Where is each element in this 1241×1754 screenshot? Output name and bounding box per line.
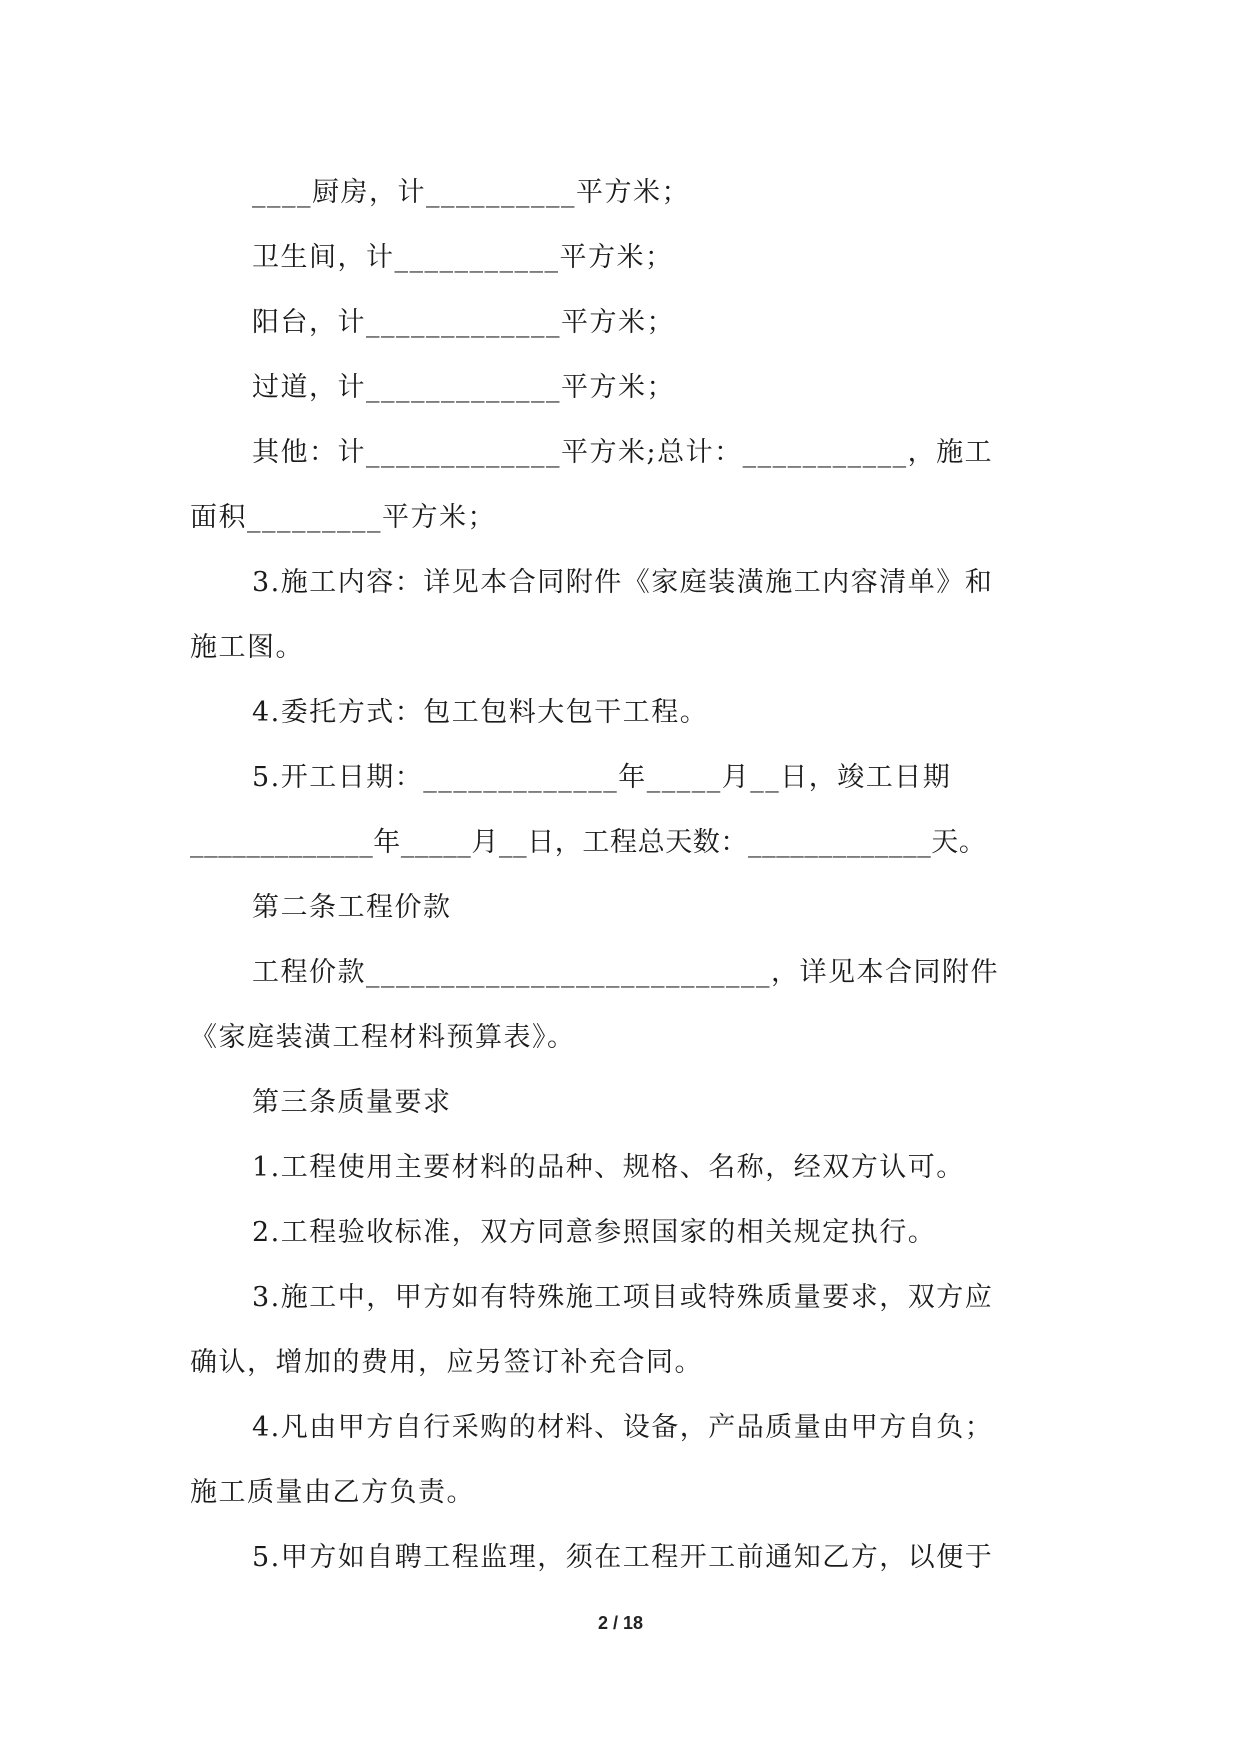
text-line-construction-drawing: 施工图。 [190, 632, 304, 663]
text-line-supplementary-contract: 确认，增加的费用，应另签订补充合同。 [190, 1347, 703, 1378]
text-line-construction-content: 3.施工内容：详见本合同附件《家庭装潢施工内容清单》和 [252, 567, 994, 598]
page-number: 2 / 18 [597, 1613, 644, 1633]
text-line-commission-method: 4.委托方式：包工包料大包干工程。 [252, 697, 709, 728]
text-line-price-attachment: 《家庭装潢工程材料预算表》。 [190, 1022, 576, 1053]
text-line-special-requirements: 3.施工中，甲方如有特殊施工项目或特殊质量要求，双方应 [252, 1282, 994, 1313]
text-line-construction-quality: 施工质量由乙方负责。 [190, 1477, 475, 1508]
document-body [190, 160, 1050, 1590]
text-line-start-date: 5.开工日期：_____________年_____月__日，竣工日期 [252, 762, 952, 793]
text-line-balcony: 阳台，计_____________平方米； [252, 307, 675, 338]
text-line-other-total: 其他：计_____________平方米;总计：___________，施工 [252, 437, 994, 468]
text-line-acceptance: 2.工程验收标准，双方同意参照国家的相关规定执行。 [252, 1217, 937, 1248]
text-line-completion-date: _____________年_____月__日，工程总天数：_____________天。 [190, 827, 987, 858]
section-heading-quality: 第三条质量要求 [252, 1087, 452, 1118]
text-line-corridor: 过道，计_____________平方米； [252, 372, 675, 403]
text-line-supervision: 5.甲方如自聘工程监理，须在工程开工前通知乙方，以便于 [252, 1542, 994, 1573]
section-heading-price: 第二条工程价款 [252, 892, 452, 923]
text-line-construction-area: 面积_________平方米； [190, 502, 496, 533]
text-line-materials: 1.工程使用主要材料的品种、规格、名称，经双方认可。 [252, 1152, 965, 1183]
text-line-price: 工程价款___________________________，详见本合同附件 [252, 957, 999, 988]
text-line-owner-materials: 4.凡由甲方自行采购的材料、设备，产品质量由甲方自负； [252, 1412, 994, 1443]
text-line-kitchen: ____厨房，计__________平方米； [252, 177, 690, 208]
text-line-bathroom: 卫生间，计___________平方米； [252, 242, 674, 273]
